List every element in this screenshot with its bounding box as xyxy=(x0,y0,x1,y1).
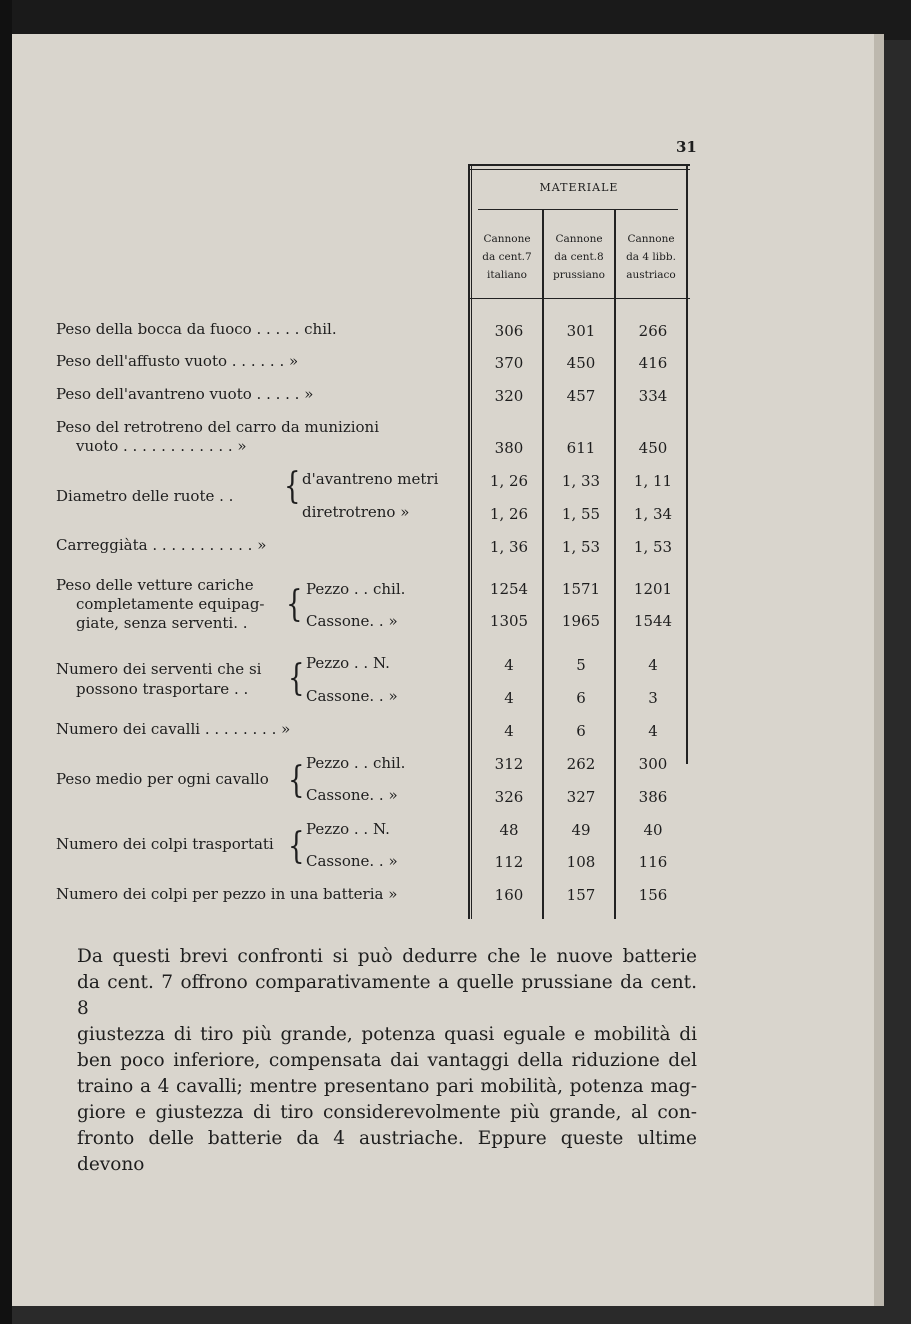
cell: 108 xyxy=(566,853,596,871)
sub-label-pezzo: Pezzo . . N. xyxy=(306,820,390,838)
sub-label-cassone: Cassone. . » xyxy=(306,786,398,804)
sub-label-pezzo: Pezzo . . N. xyxy=(306,654,390,672)
brace: { xyxy=(286,584,303,626)
row-label-peso-vetture-1: Peso delle vetture cariche xyxy=(56,576,254,594)
cell: 380 xyxy=(494,439,524,457)
cell: 1965 xyxy=(561,612,601,630)
cell: 112 xyxy=(494,853,524,871)
cell: 4 xyxy=(648,656,658,674)
cell: 5 xyxy=(576,656,586,674)
cell: 262 xyxy=(566,755,596,773)
sub-label-pezzo: Pezzo . . chil. xyxy=(306,580,406,598)
cell: 1, 26 xyxy=(489,472,529,490)
cell: 4 xyxy=(504,722,514,740)
page-edge-shadow xyxy=(874,34,884,1306)
paragraph-line: da cent. 7 offrono comparativamente a quelle prussiane da cent. 8 xyxy=(77,972,697,1019)
column-header-austriaco: Cannone da 4 libb. austriaco xyxy=(626,233,676,281)
cell: 386 xyxy=(638,788,668,806)
column-header-prussiano: Cannone da cent.8 prussiano xyxy=(553,233,605,281)
cell: 1305 xyxy=(489,612,529,630)
cell: 1571 xyxy=(561,580,601,598)
sub-label-cassone: Cassone. . » xyxy=(306,852,398,870)
materiale-header: MATERIALE xyxy=(539,181,619,194)
paragraph-line: giustezza di tiro più grande, potenza quasi eguale e mobilità di xyxy=(77,1024,697,1045)
cell: 312 xyxy=(494,755,524,773)
cell: 326 xyxy=(494,788,524,806)
cell: 611 xyxy=(566,439,596,457)
cell: 48 xyxy=(499,821,519,839)
cell: 1, 36 xyxy=(489,538,529,556)
row-label-colpi-trasportati: Numero dei colpi trasportati xyxy=(56,835,274,853)
sub-label-cassone: Cassone. . » xyxy=(306,687,398,705)
cell: 320 xyxy=(494,387,524,405)
row-label-serventi-2: possono trasportare . . xyxy=(76,680,249,698)
cell: 156 xyxy=(638,886,668,904)
row-label-peso-medio: Peso medio per ogni cavallo xyxy=(56,770,269,788)
cell: 160 xyxy=(494,886,524,904)
cell: 40 xyxy=(643,821,663,839)
row-label-peso-affusto: Peso dell'affusto vuoto . . . . . . » xyxy=(56,352,299,370)
cell: 1254 xyxy=(489,580,529,598)
cell: 49 xyxy=(571,821,591,839)
cell: 1544 xyxy=(633,612,673,630)
sub-label-retrotreno: diretrotreno » xyxy=(302,503,410,521)
cell: 370 xyxy=(494,354,524,372)
cell: 327 xyxy=(566,788,596,806)
book-page xyxy=(12,34,884,1306)
paragraph-line: ben poco inferiore, compensata dai vantaggi della riduzione del xyxy=(77,1050,697,1071)
brace: { xyxy=(288,760,305,802)
sub-label-cassone: Cassone. . » xyxy=(306,612,398,630)
page-number: 31 xyxy=(676,138,697,156)
cell: 116 xyxy=(638,853,668,871)
scan-border-left xyxy=(0,0,12,1324)
cell: 1, 55 xyxy=(561,505,601,523)
cell: 301 xyxy=(566,322,596,340)
sub-label-pezzo: Pezzo . . chil. xyxy=(306,754,406,772)
cell: 6 xyxy=(576,722,586,740)
row-label-peso-vetture-2: completamente equipag- xyxy=(76,595,265,613)
cell: 416 xyxy=(638,354,668,372)
cell: 1, 26 xyxy=(489,505,529,523)
cell: 450 xyxy=(566,354,596,372)
brace: { xyxy=(284,466,301,508)
cell: 1, 11 xyxy=(633,472,673,490)
cell: 266 xyxy=(638,322,668,340)
row-label-peso-bocca: Peso della bocca da fuoco . . . . . chil. xyxy=(56,320,337,338)
cell: 3 xyxy=(648,689,658,707)
row-label-peso-retrotreno-1: Peso del retrotreno del carro da munizioni xyxy=(56,418,380,436)
cell: 4 xyxy=(504,656,514,674)
cell: 300 xyxy=(638,755,668,773)
cell: 1, 34 xyxy=(633,505,673,523)
column-header-italiano: Cannone da cent.7 italiano xyxy=(482,233,532,281)
brace: { xyxy=(288,658,305,700)
row-label-peso-retrotreno-2: vuoto . . . . . . . . . . . . » xyxy=(76,437,247,455)
row-label-peso-avantreno: Peso dell'avantreno vuoto . . . . . » xyxy=(56,385,314,403)
cell: 1, 33 xyxy=(561,472,601,490)
row-label-serventi-1: Numero dei serventi che si xyxy=(56,660,262,678)
row-label-cavalli: Numero dei cavalli . . . . . . . . » xyxy=(56,720,291,738)
cell: 334 xyxy=(638,387,668,405)
brace: { xyxy=(288,826,305,868)
row-label-carreggiata: Carreggiàta . . . . . . . . . . . » xyxy=(56,536,267,554)
cell: 1, 53 xyxy=(561,538,601,556)
sub-label-avantreno: d'avantreno metri xyxy=(302,470,439,488)
paragraph-line: Da questi brevi confronti si può dedurre che le nuove batterie xyxy=(77,946,697,967)
cell: 1201 xyxy=(633,580,673,598)
paragraph-line: traino a 4 cavalli; mentre presentano pari mobilità, potenza mag- xyxy=(77,1076,697,1097)
cell: 4 xyxy=(504,689,514,707)
cell: 4 xyxy=(648,722,658,740)
cell: 306 xyxy=(494,322,524,340)
row-label-colpi-batteria: Numero dei colpi per pezzo in una batteria » xyxy=(56,885,398,903)
cell: 450 xyxy=(638,439,668,457)
paragraph-line: giore e giustezza di tiro considerevolmente più grande, al con- xyxy=(77,1102,697,1123)
row-label-peso-vetture-3: giate, senza serventi. . xyxy=(76,614,248,632)
cell: 6 xyxy=(576,689,586,707)
body-paragraph xyxy=(77,944,697,1178)
cell: 457 xyxy=(566,387,596,405)
row-label-diametro: Diametro delle ruote . . xyxy=(56,487,234,505)
cell: 157 xyxy=(566,886,596,904)
paragraph-line: fronto delle batterie da 4 austriache. Eppure queste ultime devono xyxy=(77,1128,697,1175)
cell: 1, 53 xyxy=(633,538,673,556)
